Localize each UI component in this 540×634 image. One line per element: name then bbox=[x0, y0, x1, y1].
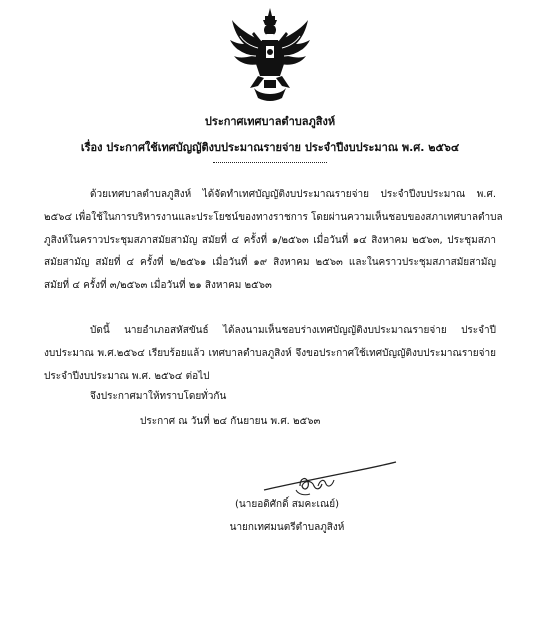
announcement-subject: เรื่อง ประกาศใช้เทศบัญญัติงบประมาณรายจ่าย ประจำปีงบประมาณ พ.ศ. ๒๕๖๔ bbox=[80, 141, 460, 154]
paragraph-1-line-2: ๒๕๖๔ เพื่อใช้ในการบริหารงานและประโยชน์ของทางราชการ โดยผ่านความเห็นชอบของสภาเทศบาลตำบล bbox=[44, 212, 503, 223]
separator-line bbox=[213, 162, 327, 163]
paragraph-1-line-3: ภูสิงห์ในคราวประชุมสภาสมัยสามัญ สมัยที่ ๔ ครั้งที่ ๑/๒๕๖๓ เมื่อวันที่ ๑๔ สิงหาคม ๒๕๖๓, ประชุมสภา bbox=[44, 235, 496, 246]
paragraph-2-line-1: บัดนี้ นายอำเภอสหัสขันธ์ ได้ลงนามเห็นชอบร่างเทศบัญญัติงบประมาณรายจ่าย ประจำปี bbox=[90, 325, 496, 336]
announcement-date: ประกาศ ณ วันที่ ๒๔ กันยายน พ.ศ. ๒๕๖๓ bbox=[140, 416, 321, 427]
signer-position: นายกเทศมนตรีตำบลภูสิงห์ bbox=[229, 522, 345, 533]
paragraph-2-line-3: ประจำปีงบประมาณ พ.ศ. ๒๕๖๔ ต่อไป bbox=[44, 371, 210, 382]
paragraph-2-line-2: งบประมาณ พ.ศ.๒๕๖๔ เรียบร้อยแล้ว เทศบาลตำบลภูสิงห์ จึงขอประกาศใช้เทศบัญญัติงบประมาณรายจ่าย bbox=[44, 348, 496, 359]
paragraph-1-line-5: สมัยที่ ๔ ครั้งที่ ๓/๒๕๖๓ เมื่อวันที่ ๒๑ สิงหาคม ๒๕๖๓ bbox=[44, 280, 272, 291]
garuda-emblem-icon bbox=[228, 6, 312, 102]
handwritten-signature bbox=[260, 456, 400, 502]
paragraph-1-line-1: ด้วยเทศบาลตำบลภูสิงห์ ได้จัดทำเทศบัญญัติงบประมาณรายจ่าย ประจำปีงบประมาณ พ.ศ. bbox=[90, 189, 496, 200]
paragraph-1-line-4: สมัยสามัญ สมัยที่ ๔ ครั้งที่ ๒/๒๕๖๑ เมื่อวันที่ ๑๙ สิงหาคม ๒๕๖๓ และในคราวประชุมสภาสมัยสามัญ bbox=[44, 257, 496, 268]
announcement-title: ประกาศเทศบาลตำบลภูสิงห์ bbox=[204, 115, 336, 128]
closing-line: จึงประกาศมาให้ทราบโดยทั่วกัน bbox=[90, 391, 227, 402]
signer-name: (นายอดิศักดิ์ สมคะเณย์) bbox=[235, 499, 339, 510]
